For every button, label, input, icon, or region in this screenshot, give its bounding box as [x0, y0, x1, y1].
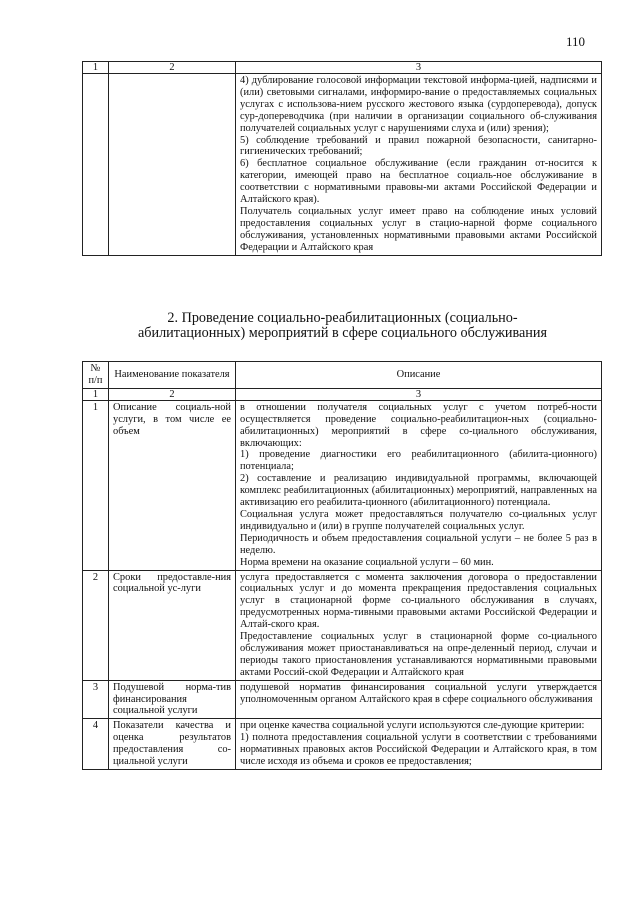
description-cell — [236, 74, 602, 256]
indicator-name-cell: Показатели качества и оценка результатов предоставления со-циальной услуги — [109, 719, 236, 770]
paragraph: Периодичность и объем предоставления социальной услуги – не более 5 раз в неделю. — [240, 532, 597, 556]
col-number-3: 3 — [236, 388, 602, 400]
table-row — [83, 570, 602, 680]
service-table — [82, 361, 602, 770]
header-indicator-name: Наименование показателя — [109, 362, 236, 389]
description-cell — [236, 680, 602, 719]
table-row — [83, 680, 602, 719]
col-number-3: 3 — [236, 62, 602, 74]
col-number-1: 1 — [83, 62, 109, 74]
paragraph: Получатель социальных услуг имеет право на соблюдение иных условий предоставления социальных услуг в стацио-нарной форме социального обслуживания, установленных нормативными правовыми актами Российской Федерации и Алтайского края — [240, 205, 597, 253]
indicator-name-cell — [109, 74, 236, 256]
paragraph: услуга предоставляется с момента заключения договора о предоставлении социальных услуг и до момента прекращения предоставления социальных услуг в стационарной форме со-циального обслуживания в случаях, предусмотренных норма-тивными правовыми актами Российской Федерации и Алтай-ского края. — [240, 571, 597, 631]
description-cell — [236, 400, 602, 570]
paragraph: подушевой норматив финансирования социальной услуги утверждается уполномоченным органом Алтайского края в сфере социального обслуживания — [240, 681, 597, 705]
indicator-name-cell: Подушевой норма-тив финансирования социальной услуги — [109, 680, 236, 719]
section-title: 2. Проведение социально-реабилитационных (социально-абилитационных) мероприятий в сфере социального обслуживания — [137, 310, 547, 341]
header-number: № п/п — [83, 362, 109, 389]
indicator-name-cell: Описание социаль-ной услуги, в том числе ее объем — [109, 400, 236, 570]
row-number-cell — [83, 74, 109, 256]
table-row — [83, 719, 602, 770]
table-row — [83, 400, 602, 570]
table-row — [83, 74, 602, 256]
paragraph: Предоставление социальных услуг в стационарной форме со-циального обслуживания может приостанавливаться на опре-деленный период, случаи и периоды такого приостановления устанавливаются нормативными правовыми актами Россий-ской Федерации и Алтайского края — [240, 631, 597, 678]
description-cell — [236, 570, 602, 680]
paragraph: 2) составление и реализацию индивидуальной программы, включающей комплекс реабилитационных (абилитационных) мероприятий, направленных на активизацию его реабилита-ционного (абилитационного) потенциала. — [240, 473, 597, 509]
col-number-1: 1 — [83, 388, 109, 400]
indicator-name-cell: Сроки предоставле-ния социальной ус-луги — [109, 570, 236, 680]
row-number-cell: 3 — [83, 680, 109, 719]
table-header-row — [83, 362, 602, 389]
paragraph: 1) полнота предоставления социальной услуги в соответствии с требованиями нормативных правовых актов Российской Федерации и Алтайского края, в том числе исходя из объема и сроков ее предоставления; — [240, 732, 597, 768]
col-number-2: 2 — [109, 62, 236, 74]
paragraph: Социальная услуга может предоставляться получателю со-циальных услуг индивидуально и (или) в группе получателей социальных услуг. — [240, 508, 597, 532]
paragraph: Норма времени на оказание социальной услуги – 60 мин. — [240, 556, 494, 568]
column-number-row — [83, 388, 602, 400]
paragraph: при оценке качества социальной услуги используются сле-дующие критерии: — [240, 720, 585, 732]
row-number-cell: 4 — [83, 719, 109, 770]
paragraph: 5) соблюдение требований и правил пожарной безопасности, санитарно-гигиенических требований; — [240, 134, 597, 158]
row-number-cell: 1 — [83, 400, 109, 570]
col-number-2: 2 — [109, 388, 236, 400]
description-cell — [236, 719, 602, 770]
continued-table — [82, 61, 602, 256]
row-number-cell: 2 — [83, 570, 109, 680]
page-number: 110 — [566, 34, 586, 49]
column-number-row — [83, 62, 602, 74]
paragraph: 1) проведение диагностики его реабилитационного (абилита-ционного) потенциала; — [240, 449, 597, 473]
paragraph: 6) бесплатное социальное обслуживание (если гражданин от-носится к категории, имеющей право на бесплатное социаль-ное обслуживание в соответствии с нормативными правовы-ми актами Российской Федерации и Алтайского края). — [240, 158, 597, 206]
paragraph: в отношении получателя социальных услуг с учетом потреб-ности осуществляется проведение социально-реабилитацион-ных (социально-абилитационных) мероприятий в сфере со-циального обслуживания, включающих: — [240, 401, 597, 449]
header-description: Описание — [236, 362, 602, 389]
paragraph: 4) дублирование голосовой информации текстовой информа-цией, надписями и (или) световыми сигналами, информиро-вание о предоставляемых социальных услугах с использова-нием русского жестового языка (сурдоперевода), допуск сур-допереводчика (при наличии в организации социального об-служивания получателей социальных услуг с нарушениями слуха и (или) зрения); — [240, 75, 597, 134]
